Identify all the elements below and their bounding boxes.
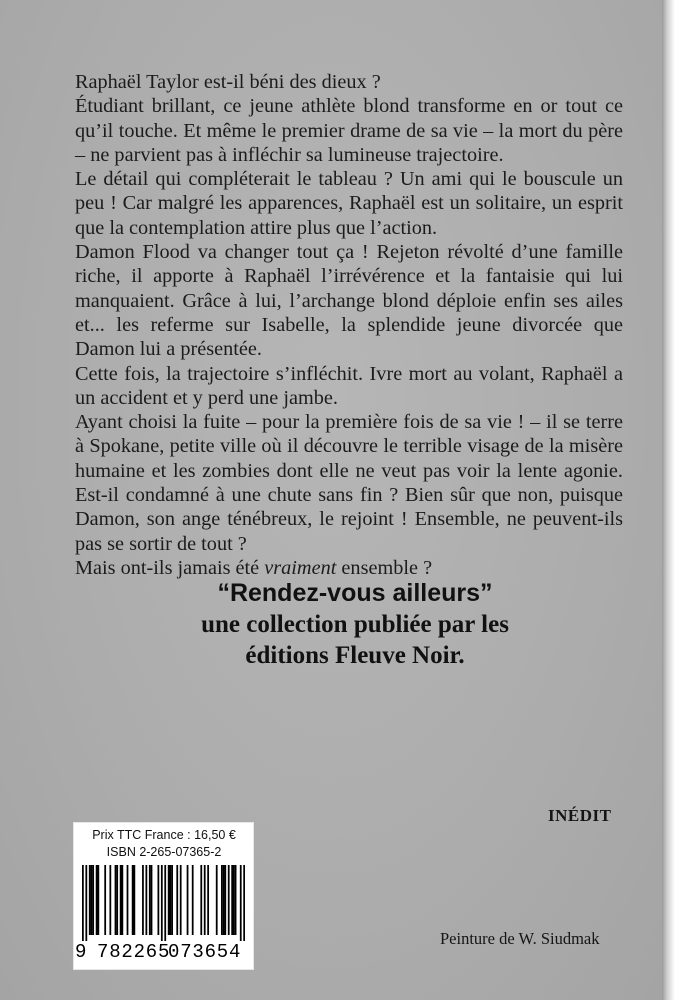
ean-left-group: 782265 (97, 941, 171, 963)
collection-name: “Rendez-vous ailleurs” (217, 579, 493, 607)
blurb-paragraph: Le détail qui compléterait le tableau ? Un ami qui le bouscule un peu ! Car malgré les apparences, Raphaël est un solitaire, un esprit que la contemplation attire plus que l’action. (75, 168, 623, 239)
barcode-bar (171, 865, 173, 935)
painter-credit: Peinture de W. Siudmak (440, 929, 600, 948)
barcode-bar (180, 865, 182, 935)
blurb-paragraph: Damon Flood va changer tout ça ! Rejeton révolté d’une famille riche, il apporte à Raphaël l’irrévérence et la fantaisie qui lui manquaient. Grâce à lui, l’archange blond déploie enfin ses ailes et... les referme sur Isabelle, la splendide jeune divorcée que Damon lui a présentée. (75, 241, 623, 361)
barcode-bar (176, 865, 178, 935)
barcode-bar (235, 865, 237, 935)
barcode-bar (104, 865, 106, 935)
barcode-bar (127, 865, 129, 935)
barcode-bar (97, 865, 99, 935)
collection-publisher-line: éditions Fleuve Noir. (245, 642, 465, 669)
barcode-bar (133, 865, 135, 935)
barcode-bar (164, 865, 166, 941)
barcode-bar (82, 865, 84, 941)
barcode-bar (132, 865, 134, 935)
barcode-bar (116, 865, 118, 935)
barcode-bar (168, 865, 170, 935)
inedit-label: INÉDIT (548, 806, 612, 825)
barcode-bar (223, 865, 225, 935)
barcode-bar (233, 865, 235, 935)
barcode-bar (243, 865, 245, 941)
barcode-bar (221, 865, 223, 935)
barcode-bar (149, 865, 151, 935)
ean-right-group: 073654 (168, 941, 242, 963)
barcode-bar (91, 865, 93, 935)
blurb-paragraph: Ayant choisi la fuite – pour la première fois de sa vie ! – il se terre à Spokane, petite ville où il découvre le terrible visage de la misère humaine et les zombies dont elle ne veut pas voir la lente agonie. Est-il condamné à une chute sans fin ? Bien sûr que non, puisque Damon, son ange ténébreux, le rejoint ! Ensemble, ne peuvent-ils pas se sortir de tout ? (75, 411, 623, 555)
barcode-bar (228, 865, 230, 935)
barcode-bar (142, 865, 144, 935)
barcode-bar (187, 865, 189, 935)
barcode-bar (224, 865, 226, 935)
price-barcode-label (73, 822, 254, 970)
barcode-bar (109, 865, 111, 935)
barcode-bar (192, 865, 194, 935)
blurb-text-fragment: Mais ont-ils jamais été (75, 556, 265, 579)
barcode-bar (115, 865, 117, 935)
barcode-bar (89, 865, 91, 935)
collection-publisher-line: une collection publiée par les (201, 611, 509, 638)
price-text: Prix TTC France : 16,50 € (92, 828, 236, 842)
blurb-text (75, 70, 623, 580)
barcode-bar (151, 865, 153, 935)
barcode-bar (231, 865, 233, 935)
blurb-text-fragment: ensemble ? (336, 556, 433, 579)
barcode-bar (120, 865, 122, 935)
barcode-bar (216, 865, 218, 935)
ean-first-digit: 9 (75, 941, 88, 963)
barcode-bar (240, 865, 242, 941)
barcode-bar (204, 865, 206, 935)
blurb-emphasis: vraiment (264, 556, 337, 579)
blurb-paragraph: Étudiant brillant, ce jeune athlète blond transforme en or tout ce qu’il touche. Et même le premier drame de sa vie – la mort du père – ne parvient pas à infléchir sa lumineuse trajectoire. (75, 95, 623, 166)
isbn-text: ISBN 2-265-07365-2 (106, 845, 222, 859)
barcode-bar (157, 865, 159, 935)
page-edge (662, 0, 675, 1000)
barcode-bar (207, 865, 209, 935)
barcode-bar (161, 865, 163, 941)
barcode-bar (92, 865, 94, 935)
barcode-bar (200, 865, 202, 935)
barcode-bar (85, 865, 87, 941)
barcode-bar (96, 865, 98, 935)
blurb-paragraph: Raphaël Taylor est-il béni des dieux ? (75, 71, 381, 93)
barcode-graphic (82, 865, 245, 941)
collection-block (120, 577, 590, 671)
barcode-bar (145, 865, 147, 935)
blurb-paragraph: Cette fois, la trajectoire s’infléchit. Ivre mort au volant, Raphaël a un accident et y perd une jambe. (75, 362, 623, 409)
barcode-bar (121, 865, 123, 935)
barcode-bar (170, 865, 172, 935)
